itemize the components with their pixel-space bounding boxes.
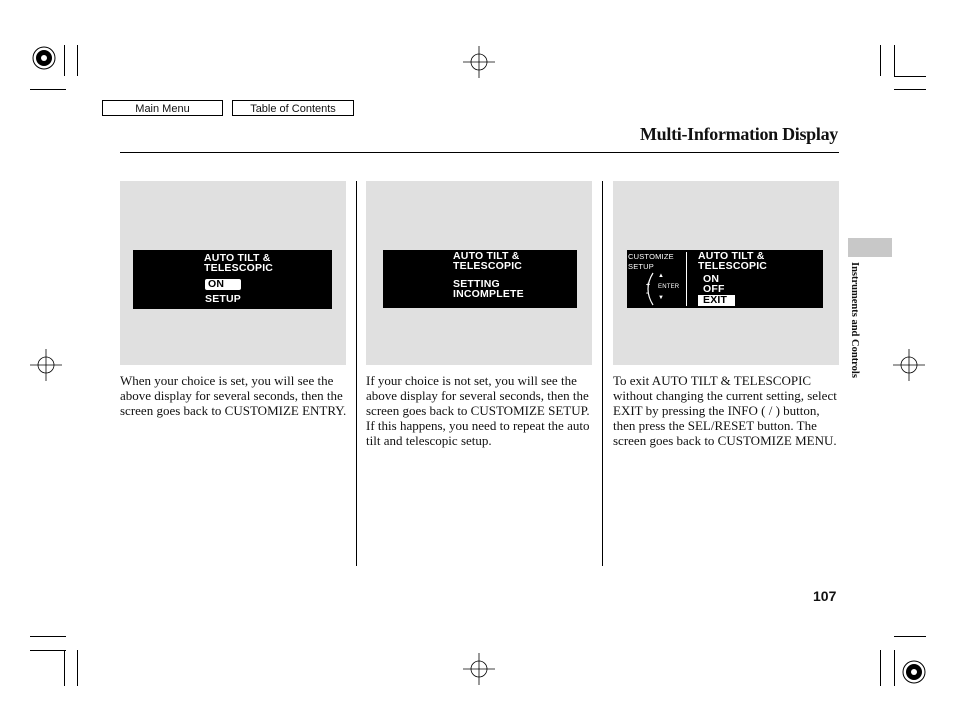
lcd-line-selected: EXIT (703, 294, 728, 306)
paragraph: When your choice is set, you will see the above display for several seconds, then the screen goes back to CUSTOMIZE ENTRY. (120, 373, 347, 418)
column-divider (602, 181, 603, 566)
lcd-screen-3 (627, 250, 823, 308)
crosshair-icon (893, 349, 925, 381)
lcd-line: OFF (703, 283, 725, 295)
paragraph: If your choice is not set, you will see the above display for several seconds, then the screen goes back to CUSTOMIZE SETUP. If this happens, you need to repeat the auto tilt and telescopic setup. (366, 373, 590, 448)
section-label: Instruments and Controls (849, 262, 860, 378)
lcd-line: INCOMPLETE (453, 288, 524, 300)
down-arrow-icon: ▼ (658, 295, 665, 301)
lcd-line: TELESCOPIC (698, 260, 768, 272)
display-panel-3 (613, 181, 839, 365)
page-number: 107 (813, 588, 837, 604)
lcd-line: AUTO TILT & (204, 252, 271, 264)
lcd-line: ON (703, 273, 720, 285)
display-panel-2 (366, 181, 592, 365)
column-divider (356, 181, 357, 566)
lcd-left-line: CUSTOMIZE (628, 252, 674, 261)
svg-text:-: - (646, 290, 649, 297)
lcd-line: SETUP (205, 293, 242, 305)
lcd-screen-1 (133, 250, 332, 309)
lcd-line: SETTING (453, 278, 500, 290)
lcd-screen-2 (383, 250, 577, 308)
display-panel-1 (120, 181, 346, 365)
up-arrow-icon: ▲ (658, 273, 665, 279)
main-menu-button[interactable]: Main Menu (102, 100, 223, 116)
crosshair-icon (30, 349, 62, 381)
sunburst-mark-icon (33, 47, 55, 69)
lcd-line: AUTO TILT & (453, 250, 520, 262)
info-bracket-icon (641, 272, 655, 306)
lcd-line: TELESCOPIC (453, 260, 523, 272)
column-text-1 (120, 373, 352, 418)
lcd-line: TELESCOPIC (204, 262, 274, 274)
section-tab (848, 238, 892, 257)
lcd-line-selected: ON (208, 278, 225, 290)
paragraph: To exit AUTO TILT & TELESCOPIC without changing the current setting, select EXIT by pressing the INFO ( / ) button, then press the SEL/RESET button. The screen goes back to CUSTOMIZE MENU. (613, 373, 837, 448)
crosshair-icon (463, 46, 495, 78)
lcd-line: AUTO TILT & (698, 250, 765, 262)
header-divider (120, 152, 839, 153)
sunburst-mark-icon (903, 661, 925, 683)
lcd-divider (686, 252, 687, 306)
column-text-2 (366, 373, 598, 448)
column-text-3 (613, 373, 839, 448)
svg-text:+: + (646, 282, 651, 289)
page-title: Multi-Information Display (639, 124, 838, 144)
crosshair-icon (463, 653, 495, 685)
lcd-left-line: SETUP (628, 262, 655, 271)
table-of-contents-button[interactable]: Table of Contents (232, 100, 354, 116)
enter-label: ENTER (658, 284, 680, 290)
